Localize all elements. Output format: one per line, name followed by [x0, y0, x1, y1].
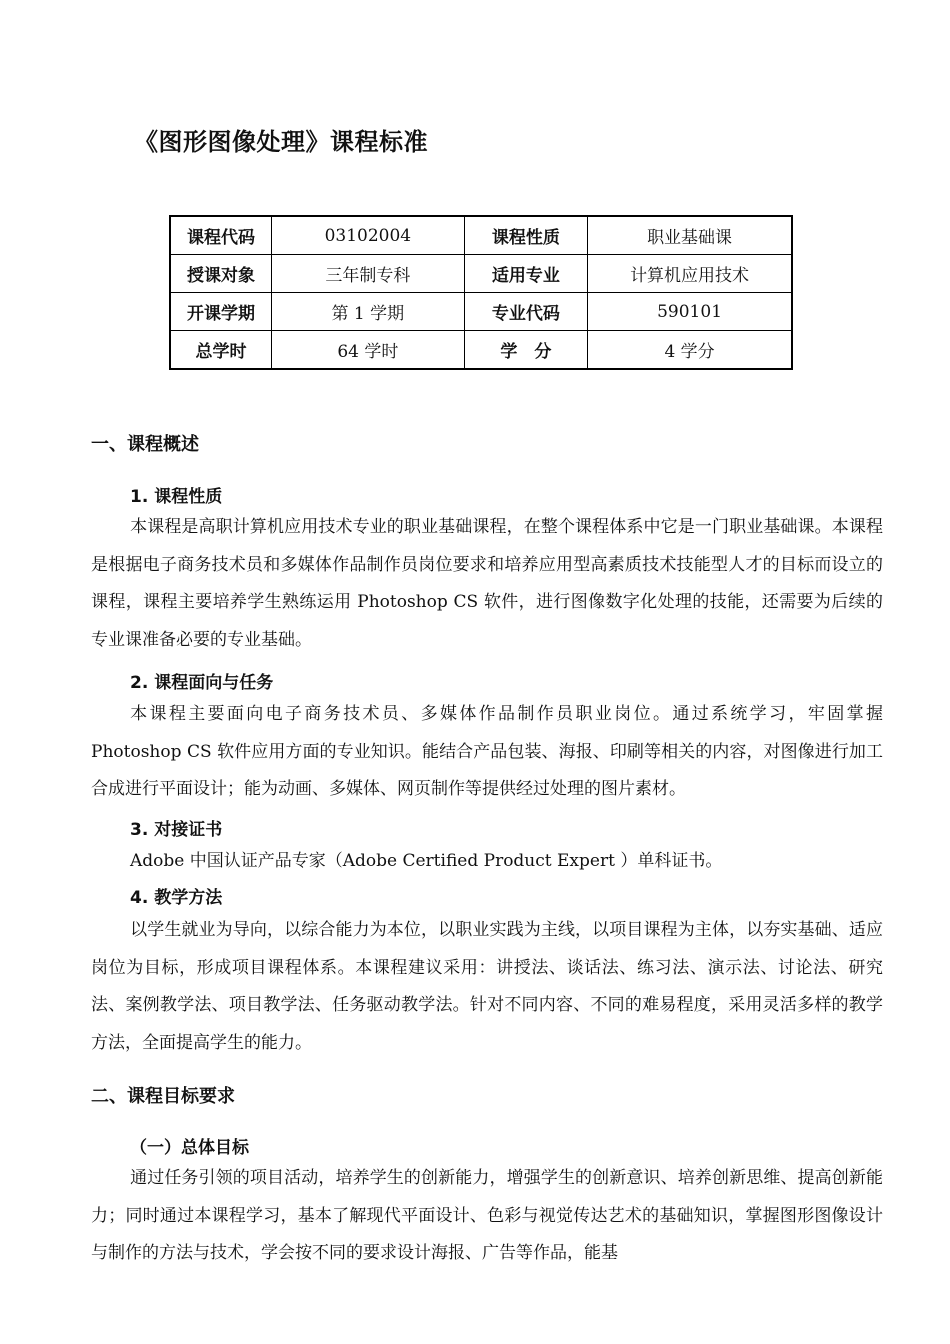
info-label: 学 分	[464, 331, 588, 370]
info-value: 职业基础课	[588, 216, 792, 255]
table-row	[170, 331, 792, 370]
info-value: 第 1 学期	[272, 293, 464, 331]
table-row	[170, 293, 792, 331]
paragraph-certificate: Adobe 中国认证产品专家（Adobe Certified Product Expert ）单科证书。	[130, 851, 723, 871]
info-label: 总学时	[170, 331, 272, 370]
section-heading-overview: 一、课程概述	[91, 434, 199, 455]
section-heading-goals: 二、课程目标要求	[91, 1086, 235, 1107]
info-value: 4 学分	[588, 331, 792, 370]
info-label: 授课对象	[170, 255, 272, 293]
paragraph-methods: 以学生就业为导向，以综合能力为本位，以职业实践为主线，以项目课程为主体，以夯实基础、适应岗位为目标，形成项目课程体系。本课程建议采用：讲授法、谈话法、练习法、演示法、讨论法、研究法、案例教学法、项目教学法、任务驱动教学法。针对不同内容、不同的难易程度，采用灵活多样的教学方法，全面提高学生的能力。	[91, 920, 883, 1053]
subsection-heading-overall: （一）总体目标	[130, 1138, 249, 1158]
info-label: 课程代码	[170, 216, 272, 255]
paragraph-tasks: 本课程主要面向电子商务技术员、多媒体作品制作员职业岗位。通过系统学习，牢固掌握 Photoshop CS 软件应用方面的专业知识。能结合产品包装、海报、印刷等相关的内容，对图像进行加工合成进行平面设计；能为动画、多媒体、网页制作等提供经过处理的图片素材。	[91, 704, 883, 799]
info-label: 适用专业	[464, 255, 588, 293]
page-title: 《图形图像处理》课程标准	[134, 128, 428, 156]
table-row	[170, 216, 792, 255]
info-value: 三年制专科	[272, 255, 464, 293]
table-row	[170, 255, 792, 293]
info-value: 03102004	[272, 216, 464, 255]
course-info-table	[169, 215, 793, 370]
info-value: 计算机应用技术	[588, 255, 792, 293]
info-label: 课程性质	[464, 216, 588, 255]
info-value: 64 学时	[272, 331, 464, 370]
paragraph-overall-goal: 通过任务引领的项目活动，培养学生的创新能力，增强学生的创新意识、培养创新思维、提高创新能力；同时通过本课程学习，基本了解现代平面设计、色彩与视觉传达艺术的基础知识，掌握图形图像设计与制作的方法与技术，学会按不同的要求设计海报、广告等作品，能基	[91, 1168, 883, 1263]
info-label: 开课学期	[170, 293, 272, 331]
paragraph-nature: 本课程是高职计算机应用技术专业的职业基础课程，在整个课程体系中它是一门职业基础课。本课程是根据电子商务技术员和多媒体作品制作员岗位要求和培养应用型高素质技术技能型人才的目标而设立的课程，课程主要培养学生熟练运用 Photoshop CS 软件，进行图像数字化处理的技能，还需要为后续的专业课准备必要的专业基础。	[91, 517, 883, 650]
info-label: 专业代码	[464, 293, 588, 331]
info-value: 590101	[588, 293, 792, 331]
subsection-heading-methods: 4. 教学方法	[130, 888, 223, 908]
subsection-heading-tasks: 2. 课程面向与任务	[130, 673, 274, 693]
subsection-heading-certificate: 3. 对接证书	[130, 820, 223, 840]
subsection-heading-nature: 1. 课程性质	[130, 487, 223, 507]
